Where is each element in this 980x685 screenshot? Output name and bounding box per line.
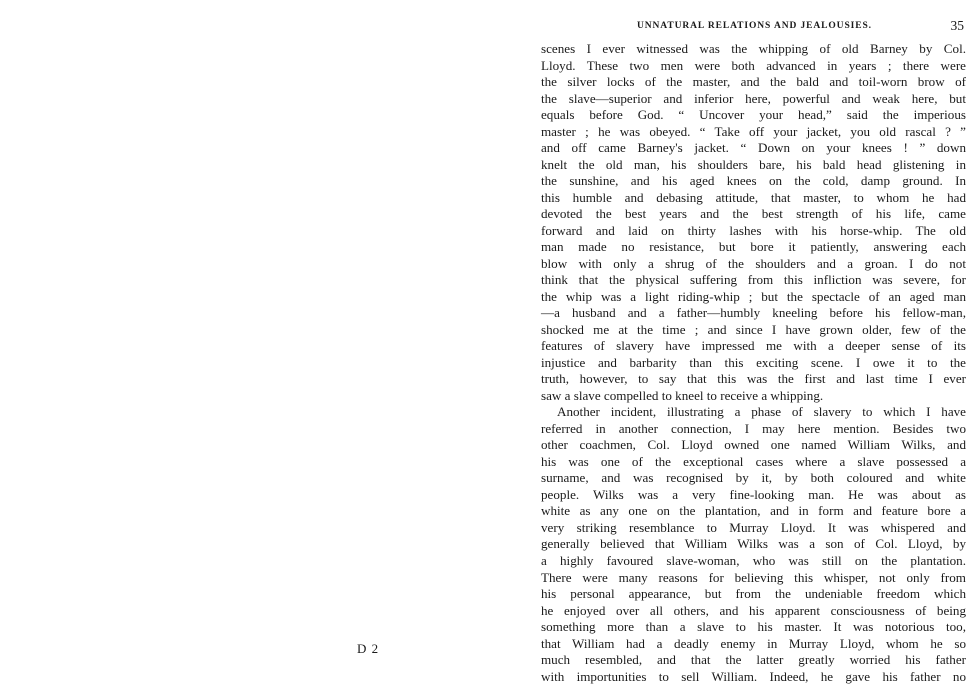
text-line: features of slavery have impressed me with a deeper sense of its — [541, 338, 966, 354]
signature-mark: D 2 — [357, 641, 380, 656]
text-line: blow with only a shrug of the shoulders and a groan. I do not — [541, 255, 966, 271]
text-line: much resembled, and that the latter greatly worried his father — [541, 652, 966, 668]
text-line: man made no resistance, but bore it patiently, answering each — [541, 239, 966, 255]
text-line: injustice and barbarity than this exciting scene. I owe it to the — [541, 354, 966, 370]
page-number: 35 — [950, 18, 964, 33]
text-line: the silver locks of the master, and the bald and toil-worn brow of — [541, 74, 966, 90]
text-line: There were many reasons for believing this whisper, not only from — [541, 569, 966, 585]
text-line: this humble and debasing attitude, that master, to whom he had — [541, 189, 966, 205]
text-line: Lloyd. These two men were both advanced in years ; there were — [541, 57, 966, 73]
paragraph — [541, 41, 966, 404]
text-line: forward and laid on thirty lashes with his horse-whip. The old — [541, 222, 966, 238]
text-line: and off came Barney's jacket. “ Down on your knees ! ” down — [541, 140, 966, 156]
running-head — [541, 18, 966, 36]
text-line: knelt the old man, his shoulders bare, his bald head glistening in — [541, 156, 966, 172]
text-line: saw a slave compelled to kneel to receive a whipping. — [541, 387, 824, 403]
text-line: devoted the best years and the best strength of his life, came — [541, 206, 966, 222]
body-text — [541, 41, 966, 685]
text-line: truth, however, to say that this was the first and last time I ever — [541, 371, 966, 387]
text-line: generally believed that William Wilks was a son of Col. Lloyd, by — [541, 536, 966, 552]
text-line: a highly favoured slave-woman, who was still on the plantation. — [541, 552, 966, 568]
text-line: other coachmen, Col. Lloyd owned one named William Wilks, and — [541, 437, 966, 453]
text-block — [541, 18, 966, 685]
text-line: his was one of the exceptional cases where a slave possessed a — [541, 453, 966, 469]
text-line: scenes I ever witnessed was the whipping of old Barney by Col. — [541, 41, 966, 56]
text-line: Another incident, illustrating a phase of slavery to which I have — [557, 404, 966, 420]
text-line: he enjoyed over all others, and his apparent consciousness of being — [541, 602, 966, 618]
text-line: master ; he was obeyed. “ Take off your jacket, you old rascal ? ” — [541, 123, 966, 139]
text-line: with importunities to sell William. Indeed, he gave his father no — [541, 668, 966, 684]
text-line: white as any one on the plantation, and in form and feature bore a — [541, 503, 966, 519]
text-line: his personal appearance, but from the undeniable freedom which — [541, 586, 966, 602]
text-line: equals before God. “ Uncover your head,” said the imperious — [541, 107, 966, 123]
text-line: that William had a deadly enemy in Murray Lloyd, whom he so — [541, 635, 966, 651]
text-line: something more than a slave to his master. It was notorious too, — [541, 619, 966, 635]
text-line: the sunshine, and his aged knees on the cold, damp ground. In — [541, 173, 966, 189]
text-line: —a husband and a father—humbly kneeling before his fellow-man, — [541, 305, 966, 321]
text-line: think that the physical suffering from this infliction was severe, for — [541, 272, 966, 288]
paragraph — [541, 404, 966, 685]
text-line: people. Wilks was a very fine-looking man. He was about as — [541, 486, 966, 502]
running-title: UNNATURAL RELATIONS AND JEALOUSIES. — [637, 21, 872, 31]
text-line: the whip was a light riding-whip ; but the spectacle of an aged man — [541, 288, 966, 304]
text-line: the slave—superior and inferior here, powerful and weak here, but — [541, 90, 966, 106]
text-line: surname, and was recognised by it, by both coloured and white — [541, 470, 966, 486]
text-line: very striking resemblance to Murray Lloyd. It was whispered and — [541, 519, 966, 535]
text-line: referred in another connection, I may here mention. Besides two — [541, 420, 966, 436]
text-line: shocked me at the time ; and since I have grown older, few of the — [541, 321, 966, 337]
